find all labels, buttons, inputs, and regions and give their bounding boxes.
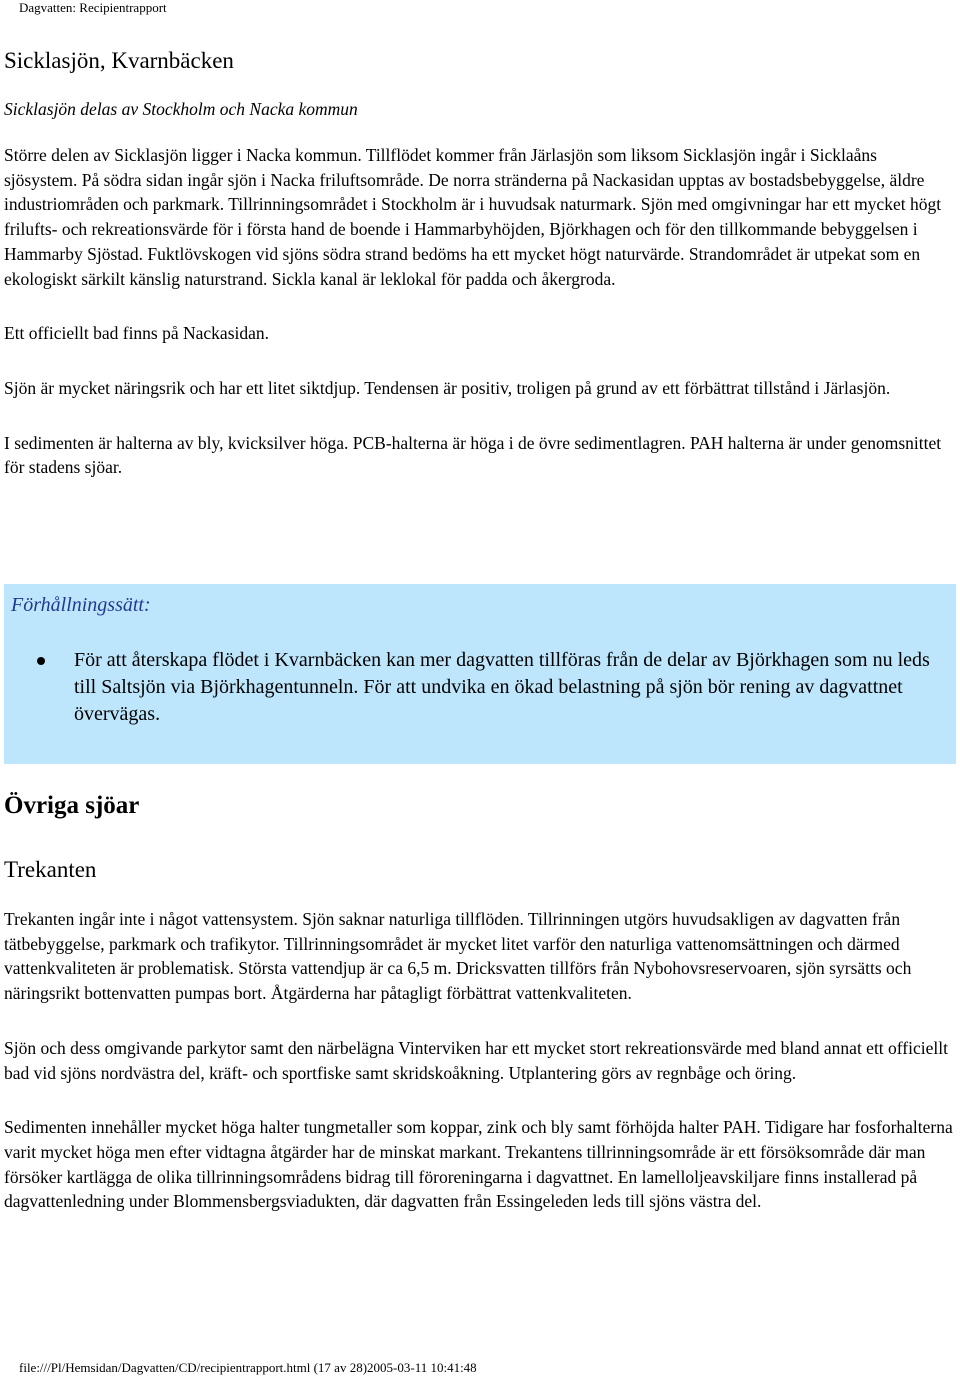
paragraph: Sedimenten innehåller mycket höga halter tungmetaller som koppar, zink och bly samt förhöjda halter PAH. Tidigare har fosforhalterna varit mycket höga men efter vidtagna åtgärder har de minskat markant. Trekantens tillrinningsområde är ett försöksområde där man försöker kartlägga de olika tillrinningsområdens bidrag till föroreningarna i dagvattnet. En lamelloljeavskiljare finns installerad på dagvattenledning under Blommensbergsviadukten, där dagvatten från Essingeleden leds till sjöns västra del.	[4, 1117, 953, 1212]
paragraph: I sedimenten är halterna av bly, kvicksilver höga. PCB-halterna är höga i de övre sedimentlagren. PAH halterna är under genomsnittet för stadens sjöar.	[4, 432, 942, 478]
paragraph: Sjön är mycket näringsrik och har ett litet siktdjup. Tendensen är positiv, troligen på grund av ett förbättrat tillstånd i Järlasjön.	[4, 377, 891, 398]
page-header-title: Dagvatten: Recipientrapport	[19, 0, 167, 15]
page-footer-url: file:///Pl/Hemsidan/Dagvatten/CD/recipientrapport.html (17 av 28)2005-03-11 10:41:48	[19, 1360, 477, 1375]
paragraph: Sjön och dess omgivande parkytor samt den närbelägna Vinterviken har ett mycket stort rekreationsvärde med bland annat ett officiellt bad vid sjöns nordvästra del, kräft- och sportfiske samt skridskoåkning. Utplantering görs av regnbåge och öring.	[4, 1037, 948, 1083]
guidance-list	[4, 647, 934, 728]
main-heading: Övriga sjöar	[4, 792, 140, 819]
bullet-icon	[37, 657, 45, 665]
section-subtitle: Sicklasjön delas av Stockholm och Nacka kommun	[4, 99, 358, 119]
paragraph: Ett officiellt bad finns på Nackasidan.	[4, 323, 270, 344]
guidance-item-text: För att återskapa flödet i Kvarnbäcken kan mer dagvatten tillföras från de delar av Björkhagen som nu leds till Saltsjön via Björkhagentunneln. För att undvika en ökad belastning på sjön bör rening av dagvattnet övervägas.	[74, 649, 930, 725]
section-heading: Sicklasjön, Kvarnbäcken	[4, 48, 234, 73]
section-ovriga-sjoar	[4, 790, 954, 1244]
paragraph: Trekanten ingår inte i något vattensystem. Sjön saknar naturliga tillflöden. Tillrinningen utgörs huvudsakligen av dagvatten från tätbebyggelse, parkmark och trafikytor. Tillrinningsområdet är mycket litet varför den naturliga vattenomsättningen och därmed vattenkvaliteten är problematisk. Största vattendjup är ca 6,5 m. Dricksvatten tillförs från Nybohovsreservoaren, sjön syrsätts och näringsrikt bottenvatten pumpas bort. Åtgärderna har påtagligt förbättrat vattenkvaliteten.	[4, 909, 912, 1004]
guidance-box	[4, 584, 956, 764]
guidance-box-title: Förhållningssätt:	[11, 594, 151, 616]
paragraph: Större delen av Sicklasjön ligger i Nacka kommun. Tillflödet kommer från Järlasjön som liksom Sicklasjön ingår i Sicklaåns sjösystem. På södra sidan ingår sjön i Nacka friluftsområde. De norra stränderna på Nackasidan upptas av bostadsbebyggelse, äldre industriområden och parkmark. Tillrinningsområdet i Stockholm är i huvudsak naturmark. Sjön med omgivningar har ett mycket högt frilufts- och rekreationsvärde för i första hand de boende i Hammarbyhöjden, Björkhagen och för den tillkommande bebyggelsen i Hammarby Sjöstad. Fuktlövskogen vid sjöns södra strand bedöms ha ett mycket högt naturvärde. Strandområdet är utpekat som en ekologiskt särkilt känslig naturstrand. Sickla kanal är leklokal för padda och åkergroda.	[4, 145, 942, 289]
sub-heading: Trekanten	[4, 857, 97, 882]
guidance-list-item	[4, 647, 934, 728]
section-sicklasjon	[4, 47, 954, 510]
